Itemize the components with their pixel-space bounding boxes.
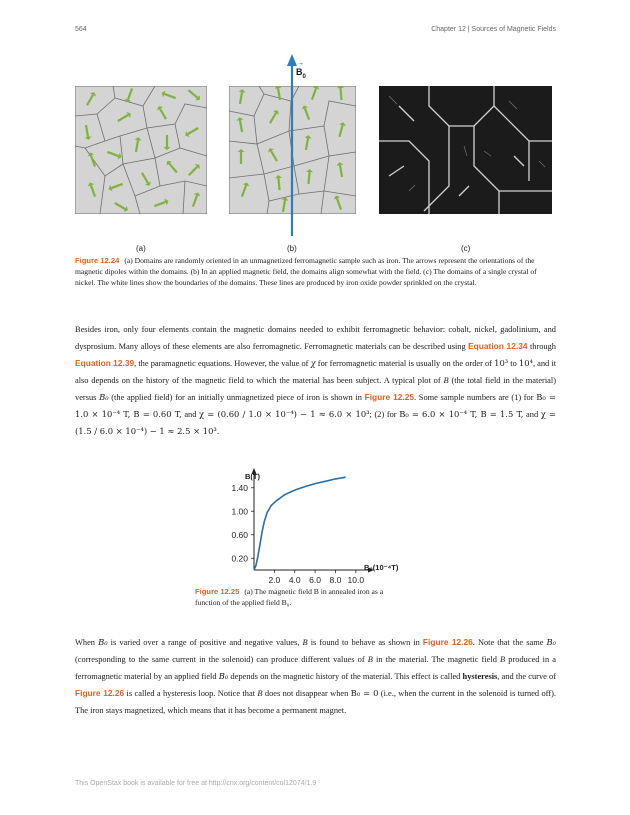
applied-field-arrow (284, 54, 314, 236)
figure-12-26-link[interactable]: Figure 12.26 (422, 637, 473, 647)
panel-label-b: (b) (287, 244, 297, 253)
figure-12-24-caption (75, 255, 556, 288)
caption-number: Figure 12.24 (75, 256, 120, 265)
caption-text: (a) Domains are randomly oriented in an unmagnetized ferromagnetic sample such as iron. The arrows represent the orientations of the magnetic dipoles within the domains. (b) In an applied magnetic field, the domains align somewhat with the field. (c) The domains of a single crystal of nickel. The white lines show the boundaries of the domains. These lines are produced by iron oxide powder sprinkled on the crystal. (75, 256, 537, 287)
page-number: 564 (75, 26, 87, 33)
figure-12-26-link[interactable]: Figure 12.26 (75, 688, 125, 698)
field-label-b0: → $B_0$ (296, 60, 306, 80)
figure-12-25-link[interactable]: Figure 12.25 (364, 392, 415, 402)
domains-random-panel (75, 86, 207, 214)
magnetization-curve (254, 477, 346, 570)
caption-number: Figure 12.25 (195, 587, 240, 596)
chart-y-axis-label: B(T) (245, 472, 260, 481)
panel-label-a: (a) (136, 244, 146, 253)
y-tick-label: 1.00 (231, 506, 248, 517)
y-tick-label: 0.60 (231, 529, 248, 540)
x-tick-label: 2.0 (268, 575, 281, 584)
chapter-header: Chapter 12 | Sources of Magnetic Fields (431, 26, 556, 33)
term-hysteresis: hysteresis (462, 672, 498, 681)
paragraph-ferromagnetic: Besides iron, only four elements contain the magnetic domains needed to exhibit ferromagnetic behavior: cobalt, nickel, gadolinium, and dysprosium. Many alloys of these elements are also ferromagnetic. Ferromagnetic materials can be described using Equation 12.34 through Equation 12.39, the paramagnetic equations. However, the value of χ for ferromagnetic material is usually on the order of 10³ to 10⁴, and it also depends on the history of the magnetic field to which the material has been subject. A typical plot of B (the total field in the material) versus B₀ (the applied field) for an initially unmagnetized piece of iron is shown in Figure 12.25. Some sample numbers are (1) for B₀ = 1.0 × 10⁻⁴ T, B = 0.60 T, and χ = (0.60 / 1.0 × 10⁻⁴) − 1 ≈ 6.0 × 10³; (2) for B₀ = 6.0 × 10⁻⁴ T, B = 1.5 T, and χ = (1.5 / 6.0 × 10⁻⁴) − 1 ≈ 2.5 × 10³. (75, 325, 557, 436)
equation-12-39-link[interactable]: Equation 12.39 (75, 358, 135, 368)
x-tick-label: 4.0 (288, 575, 301, 584)
x-tick-label: 6.0 (309, 575, 322, 584)
footer-availability: This OpenStax book is available for free at http://cnx.org/content/col12074/1.9 (75, 780, 317, 787)
x-tick-label: 8.0 (329, 575, 342, 584)
chart-x-axis-label: B₀(10⁻⁴T) (364, 563, 399, 572)
x-tick-label: 10.0 (347, 575, 365, 584)
panel-label-c: (c) (461, 244, 471, 253)
nickel-crystal-photo (379, 86, 552, 214)
y-tick-label: 0.20 (231, 553, 248, 564)
equation-12-34-link[interactable]: Equation 12.34 (468, 341, 528, 351)
y-tick-label: 1.40 (231, 482, 248, 493)
paragraph-hysteresis: When B₀ is varied over a range of positive and negative values, B is found to behave as shown in Figure 12.26. Note that the same B₀ (corresponding to the same current in the solenoid) can produce different values of B in the material. The magnetic field B produced in a ferromagnetic material by an applied field B₀ depends on the magnetic history of the material. This effect is called hysteresis, and the curve of Figure 12.26 is called a hysteresis loop. Notice that B does not disappear when B₀ = 0 (i.e., when the current in the solenoid is turned off). The iron stays magnetized, which means that it has become a permanent magnet. (75, 637, 557, 715)
figure-12-25-caption: Figure 12.25 (a) The magnetic field B in annealed iron as a function of the applied field B₀. (195, 587, 384, 607)
